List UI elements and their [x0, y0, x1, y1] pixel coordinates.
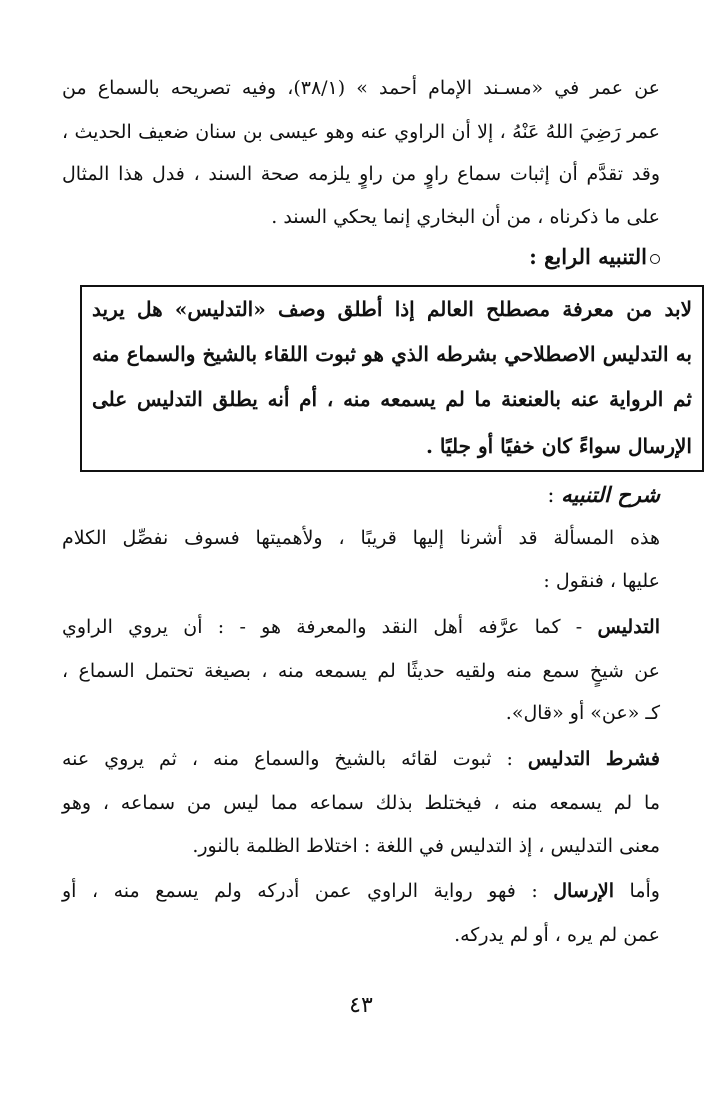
paragraph-2-line-2: عليها ، فنقول :: [543, 570, 660, 592]
notice-box-line-3: ثم الرواية عنه بالعنعنة ما لم يسمعه منه ، أم أنه يطلق التدليس على: [92, 387, 692, 411]
notice-heading-text: التنبيه الرابع :: [529, 244, 647, 269]
explanation-heading-suffix: :: [547, 483, 562, 507]
paragraph-1-line-1: عن عمر في «مسـند الإمام أحمد » (٣٨/١)، وفيه تصريحه بالسماع من: [62, 77, 660, 99]
paragraph-5-line-2: عمن لم يره ، أو لم يدركه.: [454, 924, 660, 946]
paragraph-1-line-2: عمر رَضِيَ اللهُ عَنْهُ ، إلا أن الراوي عنه وهو عيسى بن سنان ضعيف الحديث ،: [62, 121, 660, 143]
paragraph-1-line-4: على ما ذكرناه ، من أن البخاري إنما يحكي السند .: [271, 206, 660, 228]
paragraph-3-line-1: [62, 615, 660, 641]
paragraph-3-line-1-rest: - كما عرَّفه أهل النقد والمعرفة هو - : أن يروي الراوي: [62, 616, 598, 638]
notice-heading: [529, 244, 660, 272]
explanation-heading-title: شرح التنبيه: [561, 482, 660, 507]
notice-box-line-2: به التدليس الاصطلاحي بشرطه الذي هو ثبوت اللقاء بالشيخ والسماع منه: [92, 342, 692, 366]
term-tadlis: التدليس: [597, 616, 660, 638]
circle-bullet-icon: [650, 254, 660, 264]
notice-box: [80, 285, 704, 472]
page-number: ٤٣: [349, 993, 373, 1018]
paragraph-3-line-2: عن شيخٍ سمع منه ولقيه حديثًا لم يسمعه منه ، بصيغة تحتمل السماع ،: [62, 660, 660, 682]
notice-box-line-1: لابد من معرفة مصطلح العالم إذا أطلق وصف «التدليس» هل يريد: [92, 297, 692, 321]
paragraph-5-line-1-rest: : فهو رواية الراوي عمن أدركه ولم يسمع منه ، أو: [62, 880, 554, 902]
paragraph-4-line-1: [62, 747, 660, 773]
paragraph-4-line-3: معنى التدليس ، إذ التدليس في اللغة : اختلاط الظلمة بالنور.: [192, 835, 660, 857]
paragraph-2-line-1: هذه المسألة قد أشرنا إليها قريبًا ، ولأهميتها فسوف نفصِّل الكلام: [62, 527, 660, 549]
paragraph-1-line-3: وقد تقدَّم أن إثبات سماع راوٍ من راوٍ يلزمه صحة السند ، فدل هذا المثال: [62, 163, 660, 185]
term-irsal: الإرسال: [553, 880, 615, 902]
paragraph-5-line-1: [62, 879, 660, 905]
term-shart-tadlis: فشرط التدليس: [527, 748, 660, 770]
notice-box-line-4: الإرسال سواءً كان خفيًا أو جليًا .: [425, 434, 692, 458]
paragraph-3-line-3: كـ «عن» أو «قال».: [505, 702, 660, 724]
paragraph-4-line-1-rest: : ثبوت لقائه بالشيخ والسماع منه ، ثم يروي عنه: [62, 748, 528, 770]
explanation-heading: [547, 482, 660, 510]
paragraph-5-prefix: وأما: [614, 880, 660, 902]
paragraph-4-line-2: ما لم يسمعه منه ، فيختلط بذلك سماعه مما ليس من سماعه ، وهو: [62, 792, 660, 814]
